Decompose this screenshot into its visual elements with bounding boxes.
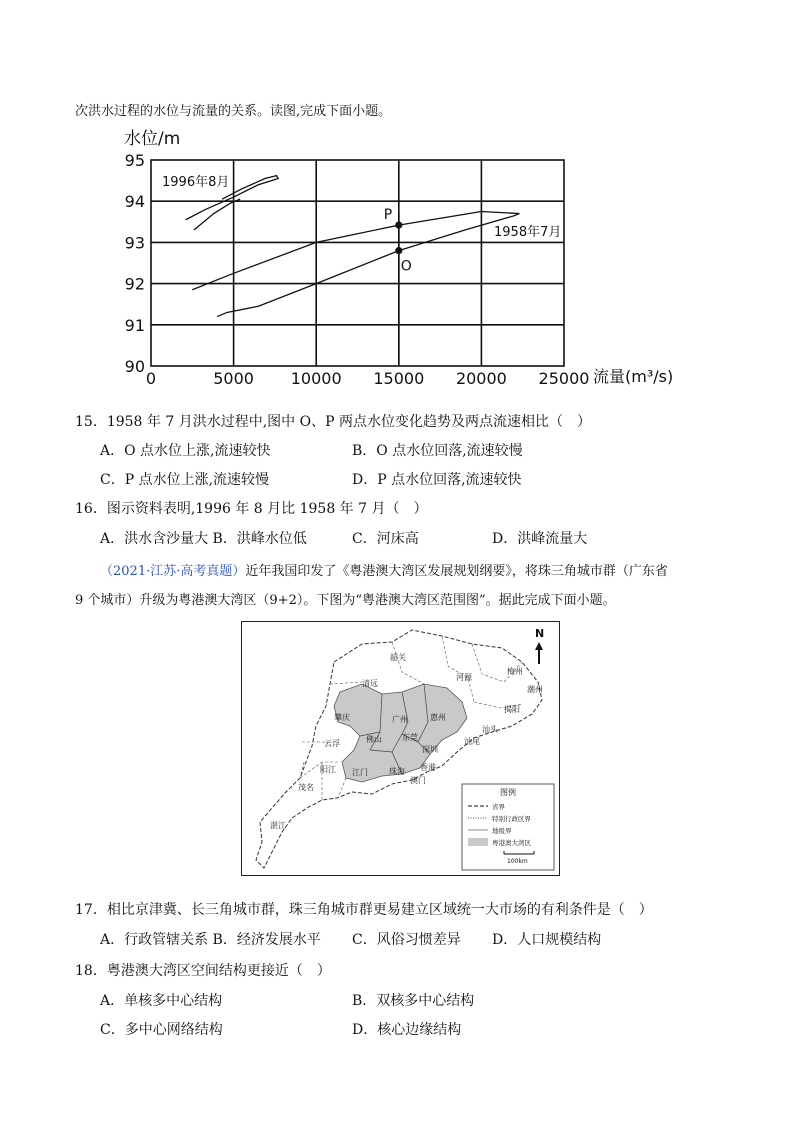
x-tick-label: 0 bbox=[145, 369, 157, 388]
series-1958-falling bbox=[192, 212, 519, 290]
city-label: 韶关 bbox=[390, 653, 406, 662]
bay-city-label: 珠海 bbox=[389, 767, 405, 776]
y-tick-label: 92 bbox=[124, 274, 145, 294]
x-tick-label: 15000 bbox=[373, 369, 425, 388]
series-label-1958: 1958年7月 bbox=[494, 225, 562, 240]
q18-option-a[interactable]: A．单核多中心结构 bbox=[100, 993, 223, 1009]
map-svg bbox=[242, 622, 559, 875]
passage-line-2: 9 个城市）升级为粤港澳大湾区（9+2）。下图为“粤港澳大湾区范围图”。据此完成下面小题。 bbox=[75, 593, 616, 608]
y-tick-label: 95 bbox=[124, 151, 145, 170]
series-label-1996: 1996年8月 bbox=[162, 175, 230, 190]
point-O bbox=[395, 247, 402, 254]
bay-city-label: 深圳 bbox=[422, 745, 438, 754]
legend-title: 图例 bbox=[500, 788, 516, 797]
x-tick-label: 25000 bbox=[538, 369, 590, 388]
q15-option-a[interactable]: A．O 点水位上涨,流速较快 bbox=[100, 443, 271, 459]
city-label: 汕头 bbox=[482, 725, 498, 734]
q15-option-c[interactable]: C．P 点水位上涨,流速较慢 bbox=[100, 472, 270, 488]
y-axis-label: 水位/m bbox=[124, 129, 181, 149]
bay-city-label: 澳门 bbox=[410, 776, 426, 785]
legend-item-0: 省界 bbox=[492, 803, 505, 811]
scale-label: 100km bbox=[507, 858, 528, 865]
city-label: 梅州 bbox=[507, 667, 523, 676]
passage-line-1 bbox=[100, 560, 668, 579]
q16-option-ab[interactable]: A．洪水含沙量大 B．洪峰水位低 bbox=[100, 531, 307, 547]
point-P bbox=[395, 221, 402, 228]
bay-city-label: 佛山 bbox=[366, 735, 382, 744]
question-17-stem: 17．相比京津冀、长三角城市群，珠三角城市群更易建立区域统一大市场的有利条件是（ ） bbox=[75, 902, 653, 918]
city-label: 清远 bbox=[362, 679, 378, 688]
legend-item-1: 特别行政区界 bbox=[492, 815, 531, 823]
bay-city-label: 香港 bbox=[420, 763, 436, 772]
bay-city-label: 肇庆 bbox=[334, 713, 350, 722]
y-tick-label: 93 bbox=[124, 233, 145, 253]
city-label: 河源 bbox=[456, 673, 472, 682]
q18-option-b[interactable]: B．双核多中心结构 bbox=[352, 993, 475, 1009]
x-tick-label: 20000 bbox=[455, 369, 507, 388]
x-tick-label: 5000 bbox=[213, 369, 254, 388]
q18-option-c[interactable]: C．多中心网络结构 bbox=[100, 1022, 223, 1038]
bay-city-label: 惠州 bbox=[430, 713, 446, 722]
q17-option-d[interactable]: D．人口规模结构 bbox=[492, 932, 602, 948]
city-label: 阳江 bbox=[320, 765, 336, 774]
city-label: 潮州 bbox=[527, 685, 543, 694]
plot-frame bbox=[151, 160, 564, 366]
x-axis-label: 流量(m³/s) bbox=[593, 367, 674, 386]
city-label: 湛江 bbox=[270, 821, 286, 830]
q15-option-d[interactable]: D．P 点水位回落,流速较快 bbox=[352, 472, 522, 488]
bay-city-label: 广州 bbox=[392, 715, 408, 724]
bay-city-label: 江门 bbox=[352, 768, 368, 777]
question-18-stem: 18．粤港澳大湾区空间结构更接近（ ） bbox=[75, 963, 331, 979]
bay-city-label: 东莞 bbox=[402, 733, 418, 742]
point-label-O: O bbox=[400, 258, 412, 275]
y-tick-label: 94 bbox=[124, 192, 145, 212]
question-16-stem: 16．图示资料表明,1996 年 8 月比 1958 年 7 月（ ） bbox=[75, 501, 428, 517]
q17-option-ab[interactable]: A．行政管辖关系 B．经济发展水平 bbox=[100, 932, 321, 948]
legend-item-3: 粤港澳大湾区 bbox=[492, 839, 531, 847]
greater-bay-area-map bbox=[241, 621, 560, 876]
city-label: 揭阳 bbox=[504, 705, 520, 714]
x-tick-label: 10000 bbox=[290, 369, 342, 388]
source-tag: （2021·江苏·高考真题） bbox=[100, 564, 246, 579]
north-arrow-icon bbox=[535, 642, 543, 664]
legend-item-2: 地级界 bbox=[492, 827, 512, 835]
passage-text-1: 近年我国印发了《粤港澳大湾区发展规划纲要》，将珠三角城市群（广东省 bbox=[245, 564, 668, 579]
q16-option-c[interactable]: C．河床高 bbox=[352, 531, 419, 547]
city-label: 茂名 bbox=[298, 783, 314, 792]
point-label-P: P bbox=[383, 207, 393, 224]
q15-option-b[interactable]: B．O 点水位回落,流速较慢 bbox=[352, 443, 523, 459]
water-level-discharge-chart bbox=[110, 122, 700, 388]
y-tick-label: 90 bbox=[124, 357, 145, 376]
intro-text: 次洪水过程的水位与流量的关系。读图,完成下面小题。 bbox=[75, 104, 392, 119]
q18-option-d[interactable]: D．核心边缘结构 bbox=[352, 1022, 462, 1038]
city-label: 云浮 bbox=[324, 739, 340, 748]
q16-option-d[interactable]: D．洪峰流量大 bbox=[492, 531, 588, 547]
y-tick-label: 91 bbox=[124, 315, 145, 335]
series-1958-rising bbox=[217, 214, 519, 317]
city-label: 汕尾 bbox=[464, 737, 480, 746]
north-label: N bbox=[535, 627, 545, 640]
question-15-stem: 15．1958 年 7 月洪水过程中,图中 O、P 两点水位变化趋势及两点流速相比（ ） bbox=[75, 414, 591, 430]
q17-option-c[interactable]: C．风俗习惯差异 bbox=[352, 932, 461, 948]
